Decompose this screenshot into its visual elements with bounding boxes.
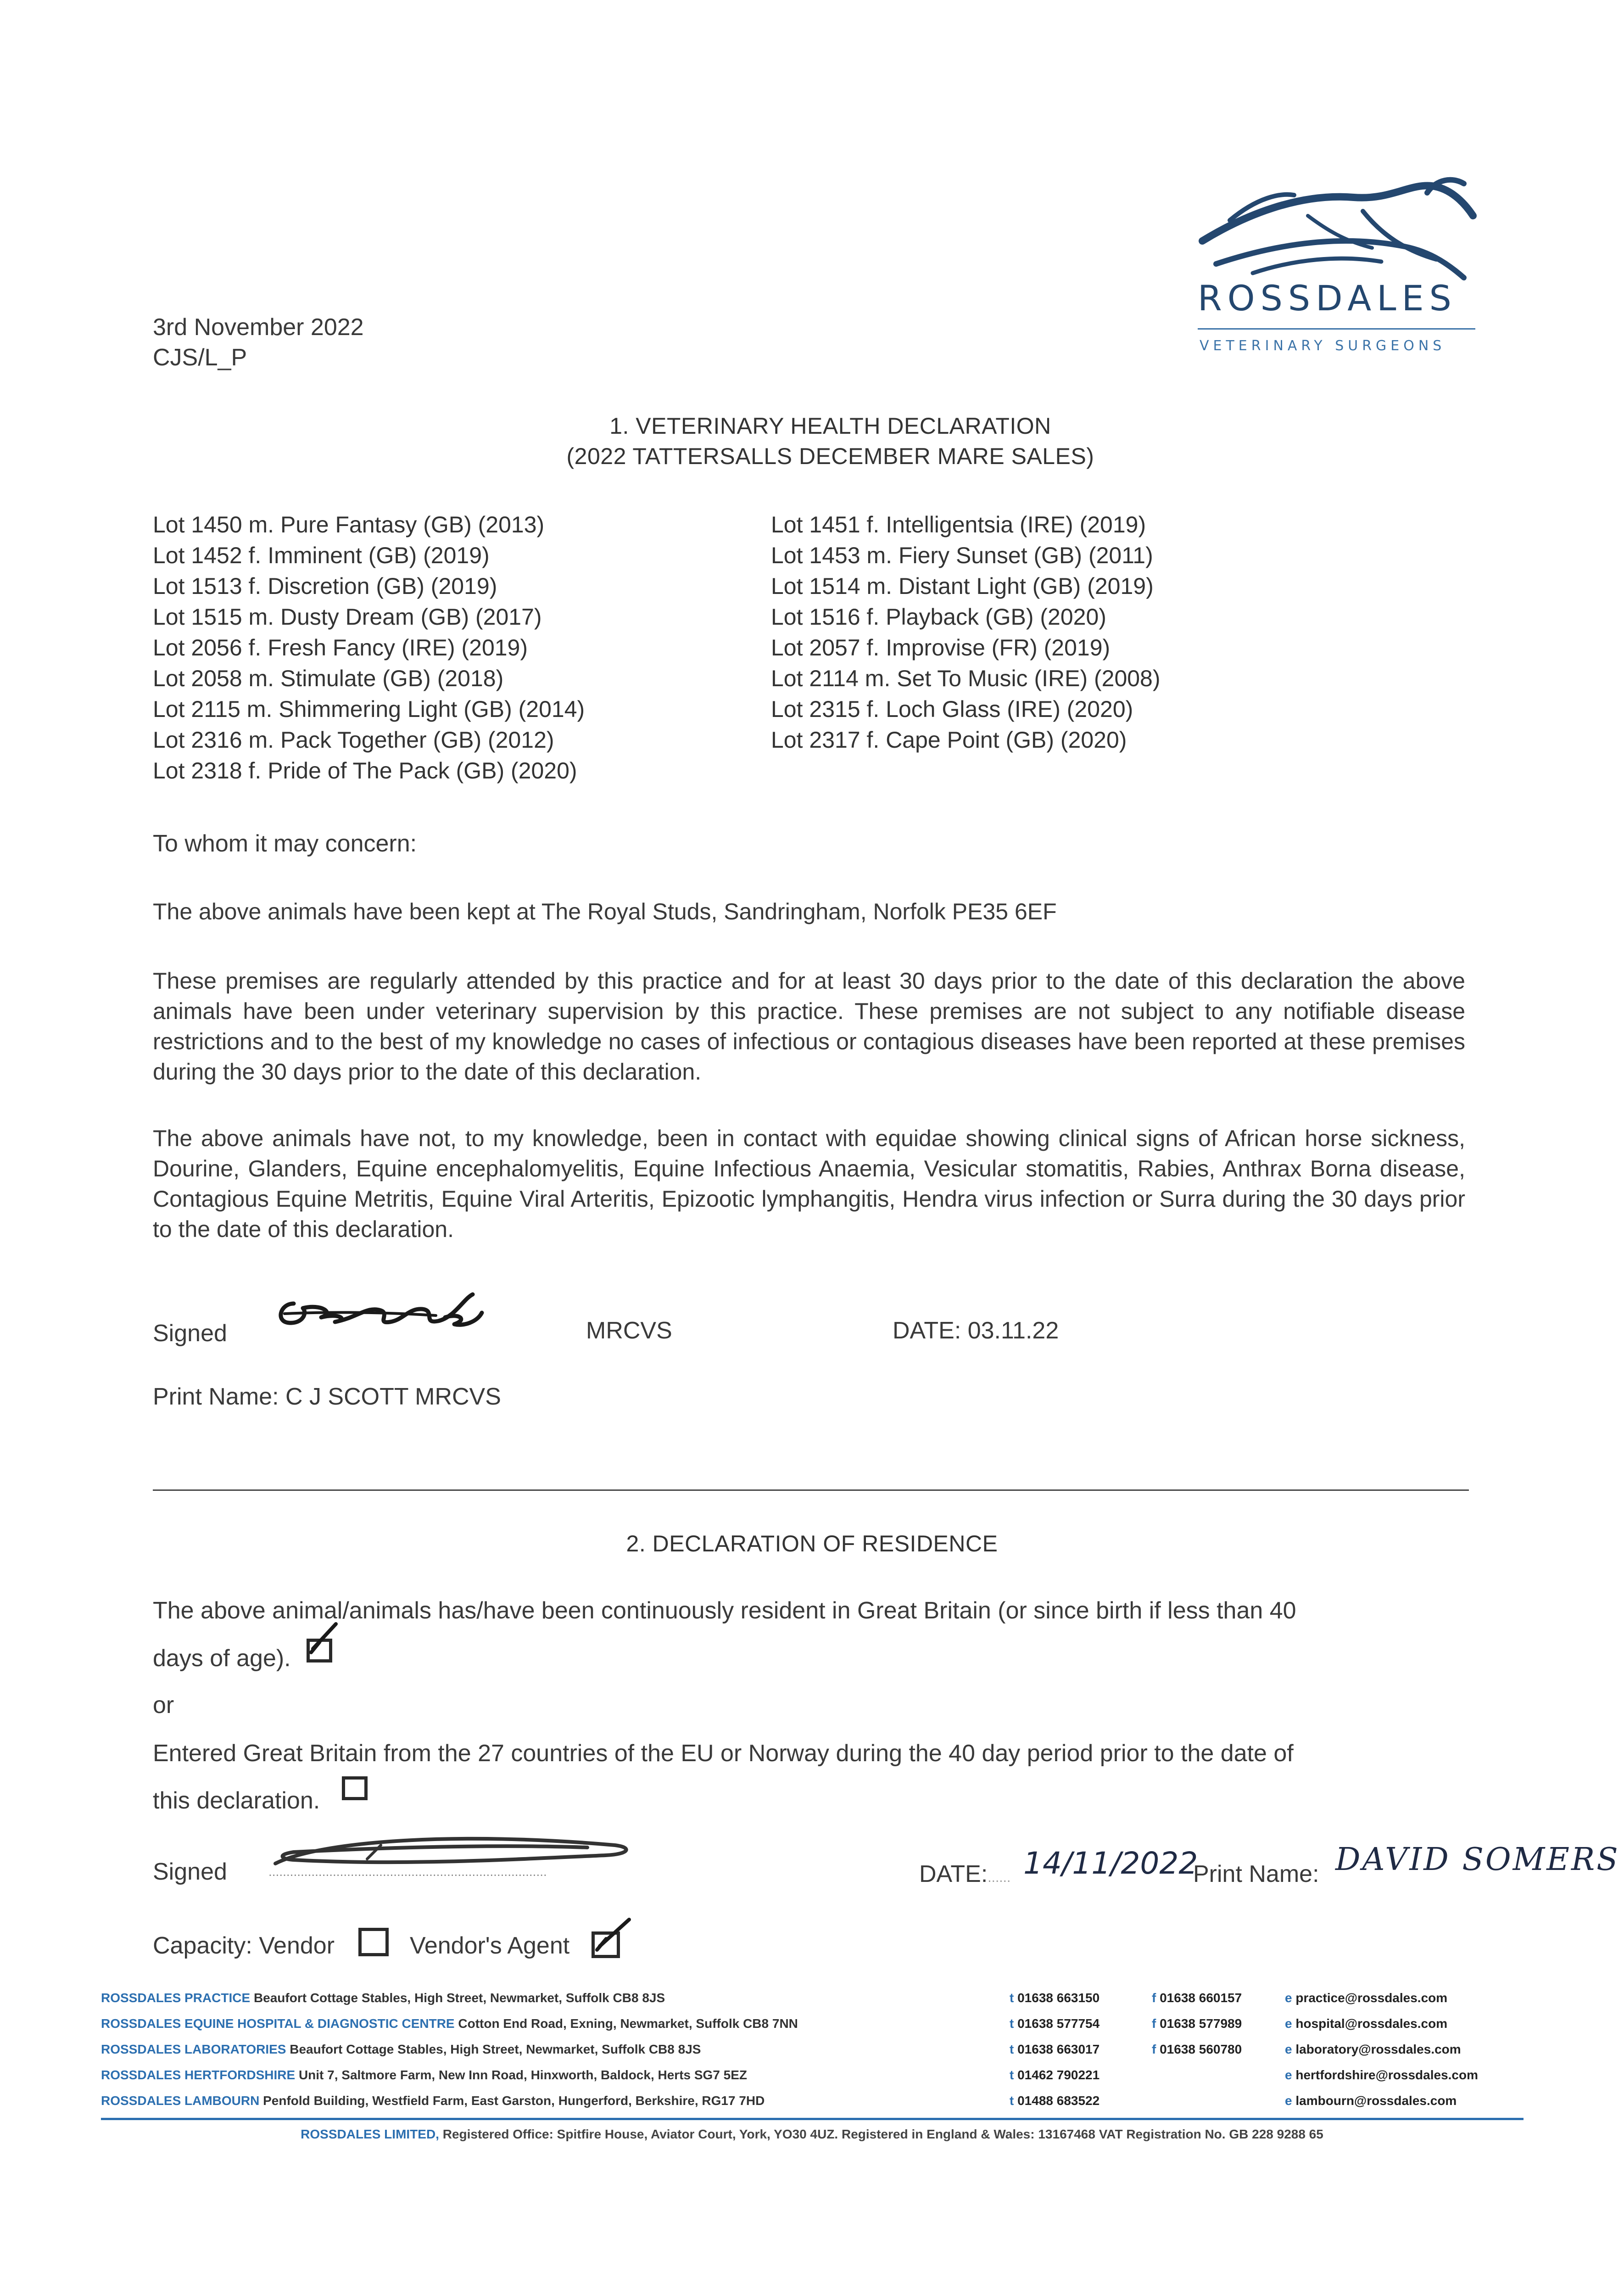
logo-rule — [1198, 328, 1475, 330]
salutation: To whom it may concern: — [153, 830, 417, 857]
footer-email[interactable]: practice@rossdales.com — [1295, 1991, 1448, 2005]
list-item: Lot 2318 f. Pride of The Pack (GB) (2020) — [153, 758, 577, 784]
footer-row-lambourn — [101, 2088, 1524, 2114]
check-mark-icon — [589, 1914, 635, 1955]
section1-subtitle: (2022 TATTERSALLS DECEMBER MARE SALES) — [566, 443, 1094, 469]
footer-row-practice — [101, 1985, 1524, 2011]
fax-prefix: f — [1152, 1991, 1156, 2005]
or-label: or — [153, 1692, 174, 1718]
list-item: Lot 1453 m. Fiery Sunset (GB) (2011) — [771, 543, 1153, 568]
footer-address: Cotton End Road, Exning, Newmarket, Suffolk CB8 7NN — [458, 2016, 798, 2031]
section2-title: 2. DECLARATION OF RESIDENCE — [626, 1531, 998, 1556]
vendor-checkbox[interactable] — [358, 1928, 389, 1956]
list-item: Lot 2316 m. Pack Together (GB) (2012) — [153, 727, 554, 753]
vet-signature-image — [271, 1285, 491, 1336]
footer-divider — [101, 2118, 1524, 2120]
residence-option1-line1: The above animal/animals has/have been continuously resident in Great Britain (or since birth if less than 40 — [153, 1597, 1296, 1624]
footer-row-laboratories — [101, 2037, 1524, 2062]
email-prefix: e — [1285, 2042, 1292, 2056]
agent-signature — [266, 1827, 642, 1877]
footer-fax: 01638 577989 — [1160, 2016, 1242, 2031]
footer-fax: 01638 560780 — [1160, 2042, 1242, 2056]
footer-email[interactable]: hertfordshire@rossdales.com — [1295, 2068, 1479, 2082]
list-item: Lot 1451 f. Intelligentsia (IRE) (2019) — [771, 512, 1146, 537]
signed-label: Signed — [153, 1320, 227, 1347]
footer-address: Penfold Building, Westfield Farm, East Garston, Hungerford, Berkshire, RG17 7HD — [263, 2093, 765, 2108]
footer-tel: 01638 663017 — [1017, 2042, 1100, 2056]
paragraph-supervision: These premises are regularly attended by this practice and for at least 30 days prior to the date of this declaration the above animals have been under veterinary supervision by this practice. These premises are not subject to any notifiable disease restrictions and to the best of my knowledge no cases of infectious or contagious diseases have been reported at these premises during the 30 days prior to the date of this declaration. — [153, 968, 1465, 1085]
print-name-label-2: Print Name: — [1193, 1861, 1319, 1887]
tel-prefix: t — [1010, 2068, 1014, 2082]
registered-details: Registered Office: Spitfire House, Aviator Court, York, YO30 4UZ. Registered in England & Wales: 13167468 VAT Registration No. GB 228 9288 65 — [442, 2127, 1323, 2141]
tel-prefix: t — [1010, 2016, 1014, 2031]
email-prefix: e — [1285, 1991, 1292, 2005]
footer-address: Beaufort Cottage Stables, High Street, Newmarket, Suffolk CB8 8JS — [253, 1991, 665, 2005]
footer-division: ROSSDALES HERTFORDSHIRE — [101, 2068, 296, 2082]
print-name: Print Name: C J SCOTT MRCVS — [153, 1383, 501, 1410]
list-item: Lot 2315 f. Loch Glass (IRE) (2020) — [771, 696, 1133, 722]
footer-tel: 01638 577754 — [1017, 2016, 1100, 2031]
letter-reference: CJS/L_P — [153, 344, 247, 371]
section-divider — [153, 1489, 1469, 1491]
registered-office — [0, 2121, 1624, 2147]
company-name: ROSSDALES LIMITED, — [301, 2127, 439, 2141]
paragraph-disease-contact: The above animals have not, to my knowledge, been in contact with equidae showing clinical signs of African horse sickness, Dourine, Glanders, Equine encephalomyelitis, Equine Infectious Anaemia, Vesicular stomatitis, Rabies, Anthrax Borna disease, Contagious Equine Metritis, Equine Viral Arteritis, Epizootic lymphangitis, Hendra virus infection or Surra during the 30 days prior to the date of this declaration. — [153, 1125, 1465, 1242]
list-item: Lot 2057 f. Improvise (FR) (2019) — [771, 635, 1111, 661]
vet-signature — [271, 1285, 491, 1336]
footer-division: ROSSDALES PRACTICE — [101, 1991, 251, 2005]
list-item: Lot 1514 m. Distant Light (GB) (2019) — [771, 573, 1154, 599]
lot-list-left — [153, 509, 585, 786]
capacity-row — [153, 1928, 703, 1965]
email-prefix: e — [1285, 2068, 1292, 2082]
list-item: Lot 2056 f. Fresh Fancy (IRE) (2019) — [153, 635, 528, 661]
date-label-text: DATE: — [919, 1861, 988, 1887]
tel-prefix: t — [1010, 2093, 1014, 2108]
list-item: Lot 2114 m. Set To Music (IRE) (2008) — [771, 666, 1161, 691]
tel-prefix: t — [1010, 2042, 1014, 2056]
footer-division: ROSSDALES LABORATORIES — [101, 2042, 286, 2056]
footer-row-hospital — [101, 2011, 1524, 2037]
residence-option1-line2: days of age). — [153, 1645, 291, 1672]
signed-label-2: Signed — [153, 1858, 227, 1885]
email-prefix: e — [1285, 2016, 1292, 2031]
list-item: Lot 1452 f. Imminent (GB) (2019) — [153, 543, 490, 568]
tel-prefix: t — [1010, 1991, 1014, 2005]
email-prefix: e — [1285, 2093, 1292, 2108]
footer-tel: 01638 663150 — [1017, 1991, 1100, 2005]
footer-address: Beaufort Cottage Stables, High Street, Newmarket, Suffolk CB8 8JS — [290, 2042, 701, 2056]
residence-option2-checkbox[interactable] — [342, 1776, 368, 1800]
capacity-vendor-label: Capacity: Vendor — [153, 1932, 335, 1959]
list-item: Lot 1515 m. Dusty Dream (GB) (2017) — [153, 604, 542, 630]
residence-option2-line2: this declaration. — [153, 1787, 320, 1814]
list-item: Lot 1513 f. Discretion (GB) (2019) — [153, 573, 497, 599]
paragraph-premises: The above animals have been kept at The Royal Studs, Sandringham, Norfolk PE35 6EF — [153, 899, 1057, 924]
list-item: Lot 2058 m. Stimulate (GB) (2018) — [153, 666, 504, 691]
mrcvs-label: MRCVS — [586, 1317, 672, 1344]
list-item: Lot 1450 m. Pure Fantasy (GB) (2013) — [153, 512, 545, 537]
footer-division: ROSSDALES EQUINE HOSPITAL & DIAGNOSTIC CENTRE — [101, 2016, 455, 2031]
handwritten-print-name: DAVID SOMERS — [1335, 1842, 1620, 1878]
rossdales-logo — [1189, 165, 1482, 367]
check-mark-icon — [303, 1620, 344, 1662]
footer-tel: 01488 683522 — [1017, 2093, 1100, 2108]
logo-subtitle: VETERINARY SURGEONS — [1200, 338, 1446, 354]
handwritten-date: 14/11/2022 — [1023, 1846, 1198, 1881]
logo-name: ROSSDALES — [1198, 278, 1457, 319]
vendors-agent-label: Vendor's Agent — [410, 1932, 570, 1959]
letter-header — [153, 312, 364, 373]
footer-email[interactable]: hospital@rossdales.com — [1295, 2016, 1448, 2031]
footer-division: ROSSDALES LAMBOURN — [101, 2093, 260, 2108]
list-item: Lot 2317 f. Cape Point (GB) (2020) — [771, 727, 1127, 753]
fax-prefix: f — [1152, 2016, 1156, 2031]
footer-email[interactable]: laboratory@rossdales.com — [1295, 2042, 1461, 2056]
lot-list-right — [771, 509, 1161, 756]
footer-email[interactable]: lambourn@rossdales.com — [1295, 2093, 1457, 2108]
footer-tel: 01462 790221 — [1017, 2068, 1100, 2082]
signature-dots: .............................................................................. — [268, 1864, 547, 1879]
date-label-2 — [919, 1859, 1010, 1893]
list-item: Lot 2115 m. Shimmering Light (GB) (2014) — [153, 696, 585, 722]
date-dots: ...... — [988, 1870, 1011, 1885]
residence-option2-line1: Entered Great Britain from the 27 countries of the EU or Norway during the 40 day period prior to the date of — [153, 1740, 1294, 1767]
letter-date: 3rd November 2022 — [153, 314, 364, 341]
section1-title: 1. VETERINARY HEALTH DECLARATION — [609, 413, 1051, 439]
fax-prefix: f — [1152, 2042, 1156, 2056]
footer-address: Unit 7, Saltmore Farm, New Inn Road, Hinxworth, Baldock, Herts SG7 5EZ — [298, 2068, 748, 2082]
footer-row-hertfordshire — [101, 2062, 1524, 2088]
list-item: Lot 1516 f. Playback (GB) (2020) — [771, 604, 1106, 630]
signature-date: DATE: 03.11.22 — [893, 1317, 1059, 1344]
footer-fax: 01638 660157 — [1160, 1991, 1242, 2005]
